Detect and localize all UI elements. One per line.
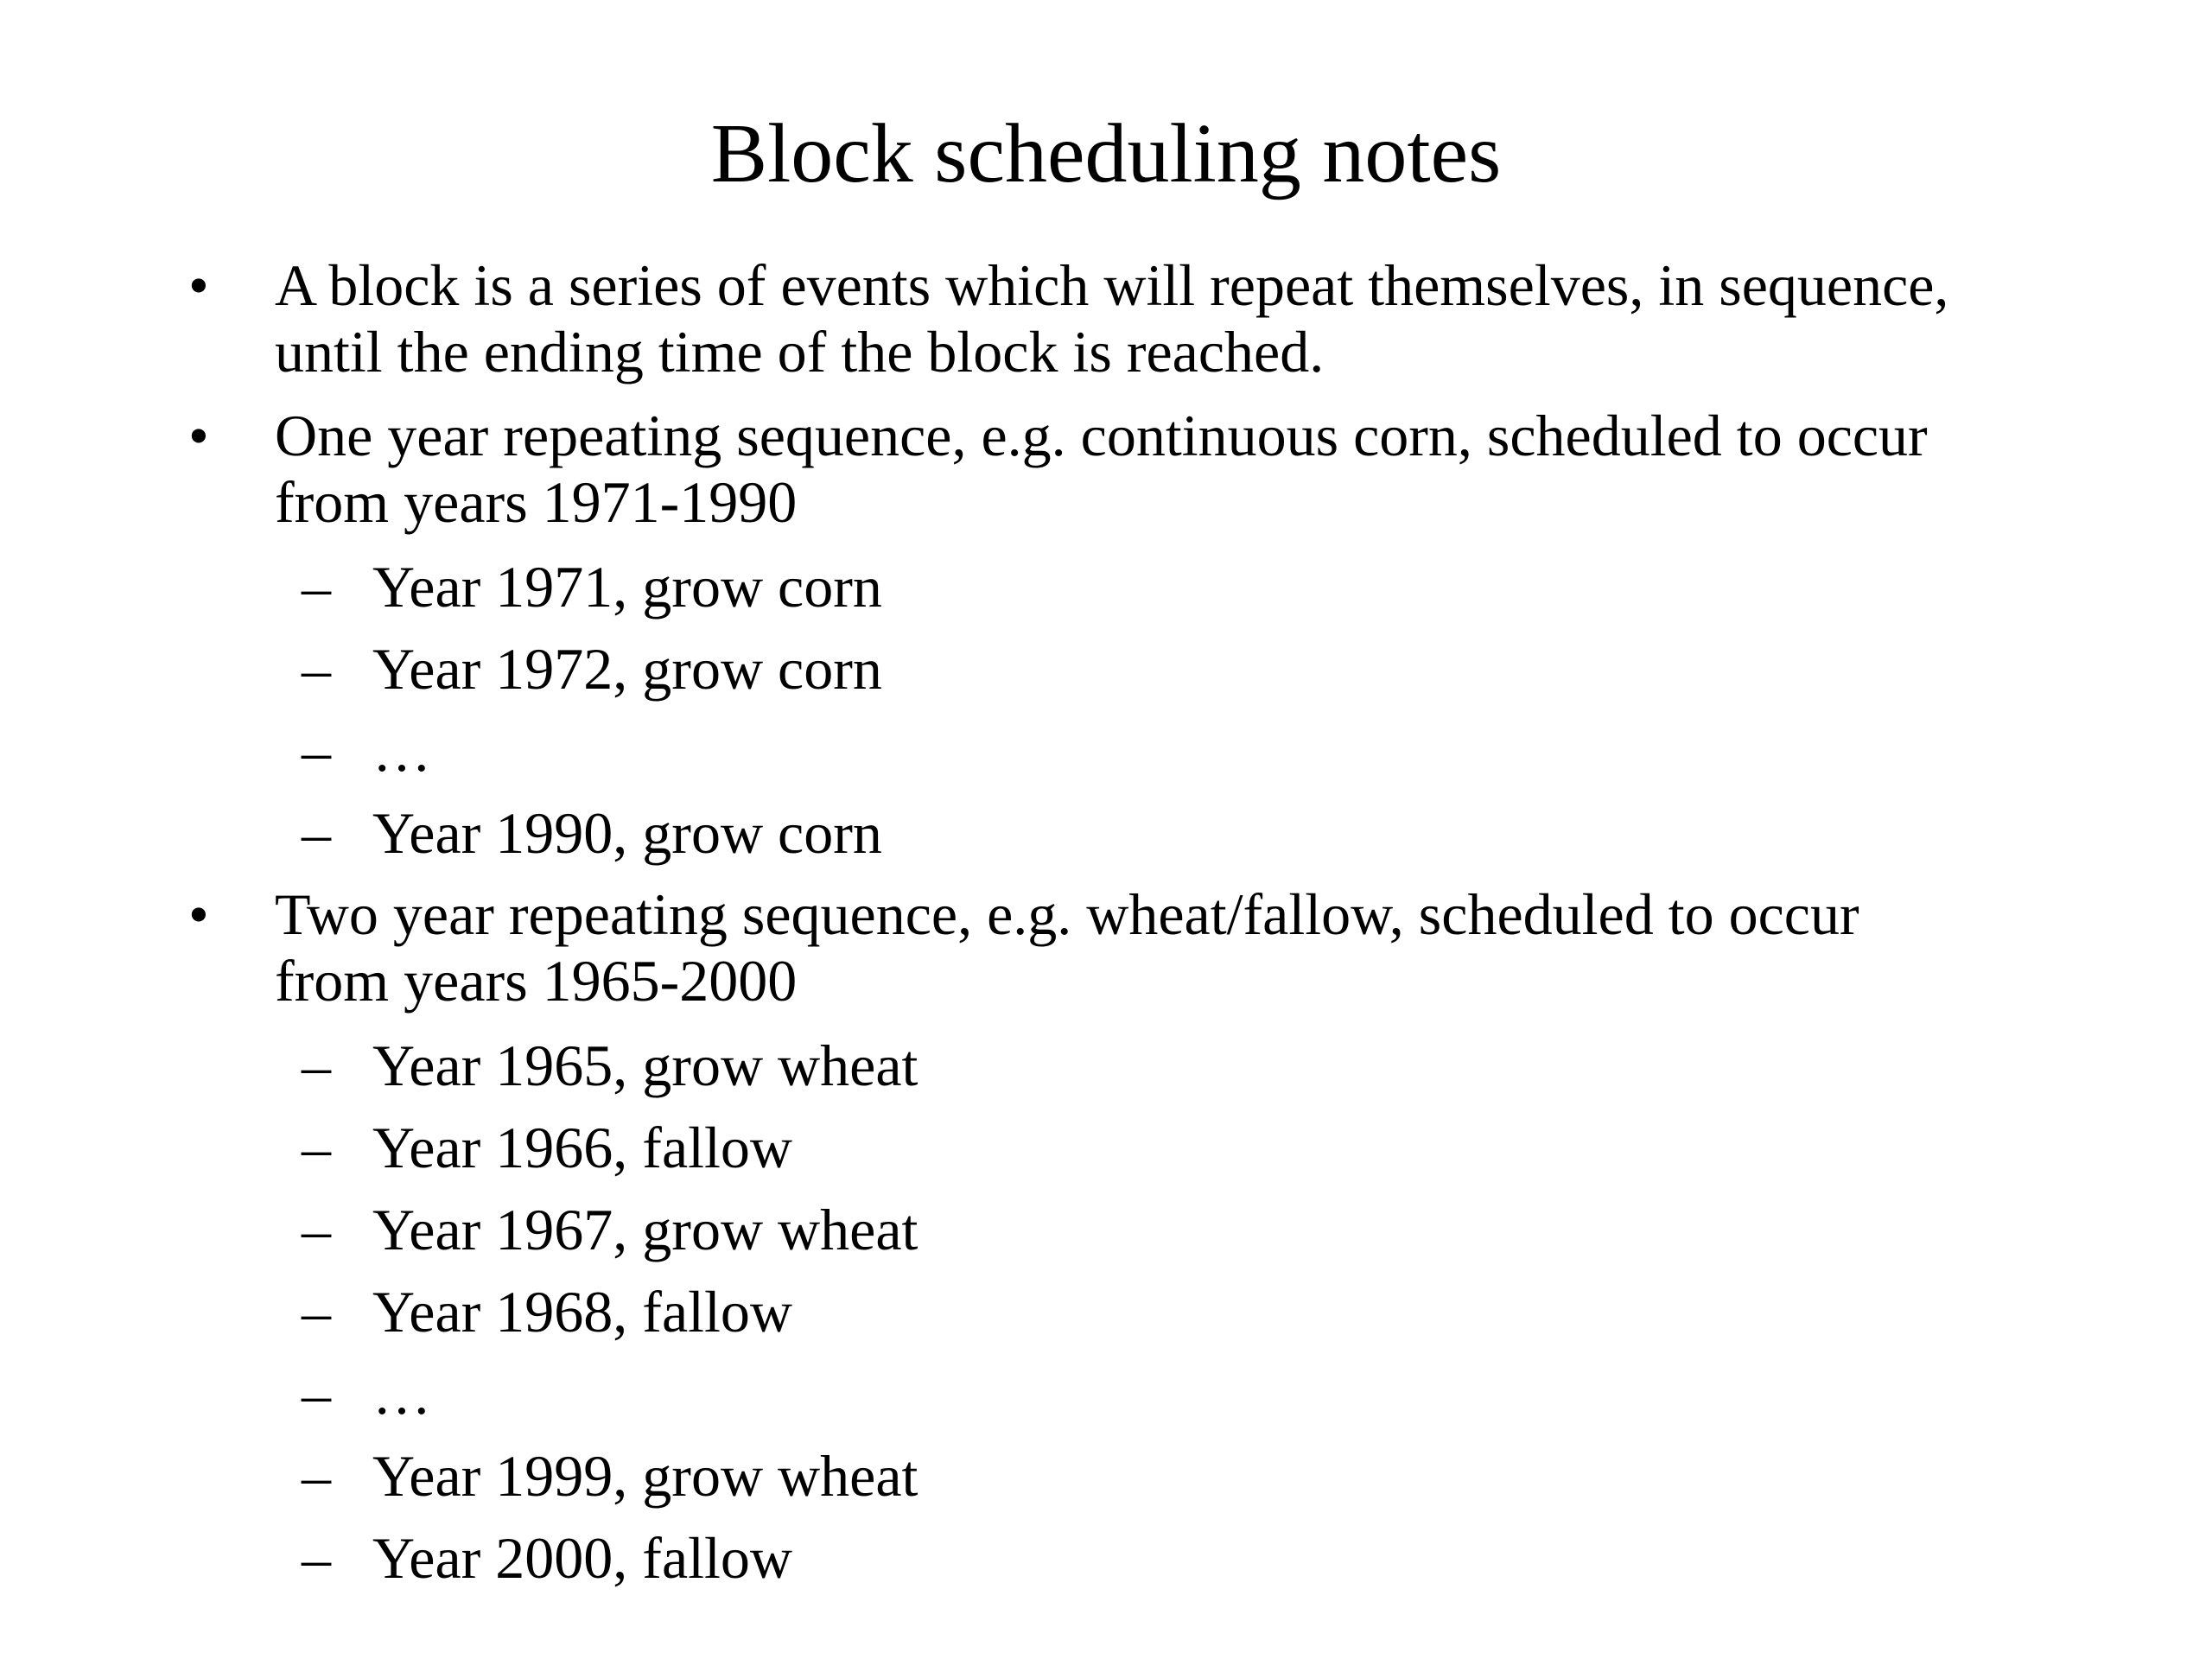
sub-item-text: … bbox=[372, 1361, 431, 1427]
bullet-line: Two year repeating sequence, e.g. wheat/fallow, scheduled to occur bbox=[275, 881, 1859, 947]
dash-marker: – bbox=[302, 1197, 331, 1262]
slide-title: Block scheduling notes bbox=[710, 107, 1502, 200]
sub-item-text: Year 1971, grow corn bbox=[372, 554, 882, 620]
bullet-line: from years 1971-1990 bbox=[275, 469, 798, 535]
dash-marker: – bbox=[302, 718, 331, 784]
sub-item-text: … bbox=[372, 718, 431, 784]
dash-marker: – bbox=[302, 1033, 331, 1098]
sub-item-text: Year 1990, grow corn bbox=[372, 800, 882, 866]
sub-item-text: Year 1972, grow corn bbox=[372, 636, 882, 702]
dash-marker: – bbox=[302, 554, 331, 620]
bullet-line: from years 1965-2000 bbox=[275, 948, 798, 1014]
bullet-line: A block is a series of events which will repeat themselves, in sequence, bbox=[275, 252, 1949, 318]
sub-item-text: Year 1999, grow wheat bbox=[372, 1443, 918, 1509]
dash-marker: – bbox=[302, 1443, 331, 1509]
sub-item-text: Year 2000, fallow bbox=[372, 1525, 793, 1591]
bullet-marker: • bbox=[188, 403, 209, 468]
bullet-line: until the ending time of the block is reached. bbox=[275, 319, 1325, 385]
bullet-text bbox=[275, 403, 2089, 536]
dash-marker: – bbox=[302, 1115, 331, 1180]
sub-item-text: Year 1967, grow wheat bbox=[372, 1197, 918, 1262]
dash-marker: – bbox=[302, 1361, 331, 1427]
bullet-line: One year repeating sequence, e.g. continuous corn, scheduled to occur bbox=[275, 403, 1928, 468]
bullet-text bbox=[275, 252, 2089, 385]
sub-item-text: Year 1968, fallow bbox=[372, 1279, 793, 1344]
dash-marker: – bbox=[302, 1525, 331, 1591]
bullet-text bbox=[275, 881, 2089, 1014]
dash-marker: – bbox=[302, 636, 331, 702]
dash-marker: – bbox=[302, 1279, 331, 1344]
sub-item-text: Year 1966, fallow bbox=[372, 1115, 793, 1180]
sub-item-text: Year 1965, grow wheat bbox=[372, 1033, 918, 1098]
bullet-marker: • bbox=[188, 252, 209, 318]
dash-marker: – bbox=[302, 800, 331, 866]
bullet-marker: • bbox=[188, 881, 209, 947]
